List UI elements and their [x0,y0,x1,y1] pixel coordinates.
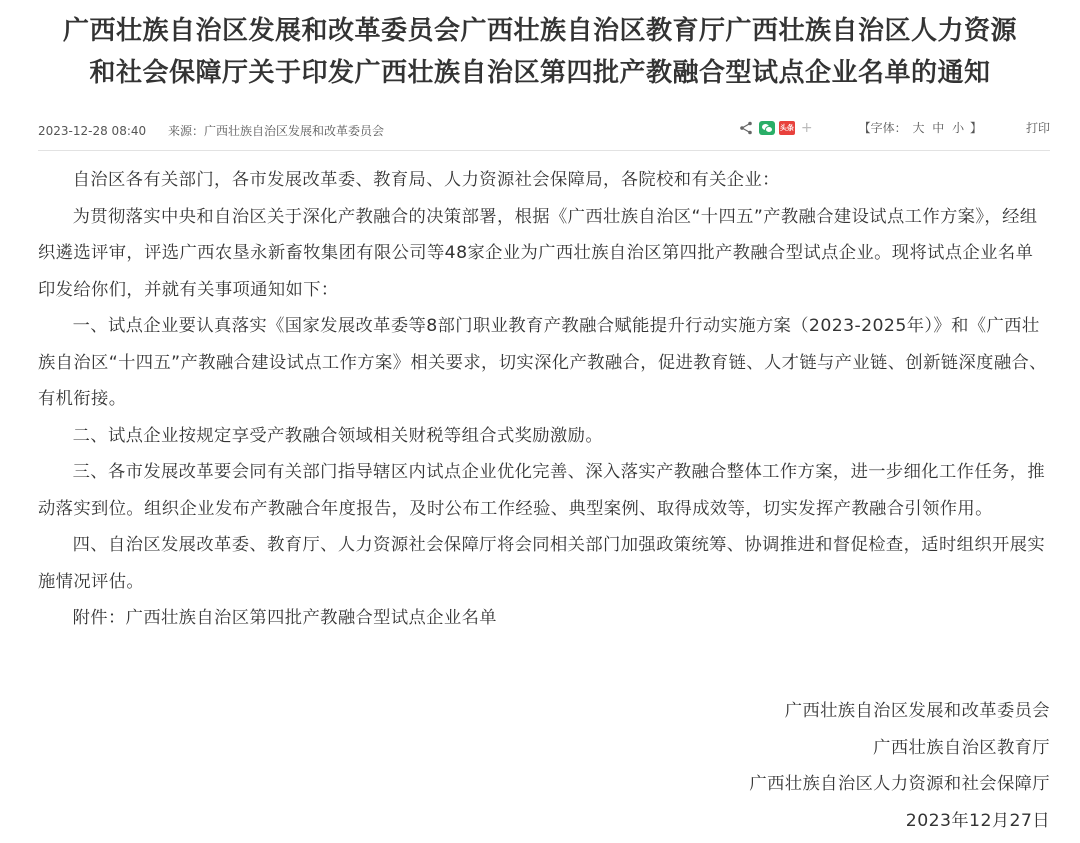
article-title-line-1: 广西壮族自治区发展和改革委员会广西壮族自治区教育厅广西壮族自治区人力资源 [62,16,1017,46]
article-paragraph: 三、各市发展改革要会同有关部门指导辖区内试点企业优化完善、深入落实产教融合整体工作方案，进一步细化工作任务，推动落实到位。组织企业发布产教融合年度报告，及时公布工作经验、典型案例、取得成效等，切实发挥产教融合引领作用。 [38,462,1046,519]
signature-block [749,693,1050,839]
article-paragraph: 一、试点企业要认真落实《国家发展改革委等8部门职业教育产教融合赋能提升行动实施方案（2023-2025年）》和《广西壮族自治区“十四五”产教融合建设试点工作方案》相关要求，切实深化产教融合，促进教育链、人才链与产业链、创新链深度融合、有机衔接。 [38,316,1047,409]
article-meta-bar [38,112,1050,151]
font-medium-button[interactable]: 中 [932,121,945,135]
more-share-icon[interactable]: + [800,119,813,136]
article-body [38,162,1050,637]
font-size-end: 】 [969,121,982,135]
article-tools [739,119,1050,136]
article-source: 来源：广西壮族自治区发展和改革委员会 [167,124,384,138]
font-large-button[interactable]: 大 [912,121,925,135]
font-size-control [859,119,982,136]
font-small-button[interactable]: 小 [952,121,965,135]
article-paragraph: 四、自治区发展改革委、教育厅、人力资源社会保障厅将会同相关部门加强政策统筹、协调推进和督促检查，适时组织开展实施情况评估。 [38,535,1046,592]
article-title-line-2: 和社会保障厅关于印发广西壮族自治区第四批产教融合型试点企业名单的通知 [89,58,991,88]
article-meta-info [38,122,384,139]
share-icon[interactable] [739,121,753,135]
attachment-line: 附件：广西壮族自治区第四批产教融合型试点企业名单 [72,608,497,628]
signature-line: 广西壮族自治区人力资源和社会保障厅 [749,774,1050,794]
signature-line: 广西壮族自治区发展和改革委员会 [784,701,1050,721]
toutiao-icon[interactable]: 头条 [779,121,795,135]
article-title [0,10,1080,94]
signature-line: 广西壮族自治区教育厅 [873,737,1050,758]
article-paragraph: 二、试点企业按规定享受产教融合领域相关财税等组合式奖励激励。 [72,425,604,446]
publish-date: 2023-12-28 08:40 [38,124,147,138]
article-paragraph: 自治区各有关部门，各市发展改革委、教育局、人力资源社会保障局，各院校和有关企业： [72,170,780,190]
print-button[interactable]: 打印 [1025,121,1050,135]
font-size-label: 【字体： [858,121,907,135]
article-paragraph: 为贯彻落实中央和自治区关于深化产教融合的决策部署，根据《广西壮族自治区“十四五”产教融合建设试点工作方案》，经组织遴选评审，评选广西农垦永新畜牧集团有限公司等48家企业为广西壮族自治区第四批产教融合型试点企业。现将试点企业名单印发给你们，并就有关事项通知如下： [38,206,1038,300]
signature-date: 2023年12月27日 [905,810,1050,831]
wechat-icon[interactable] [759,121,775,135]
